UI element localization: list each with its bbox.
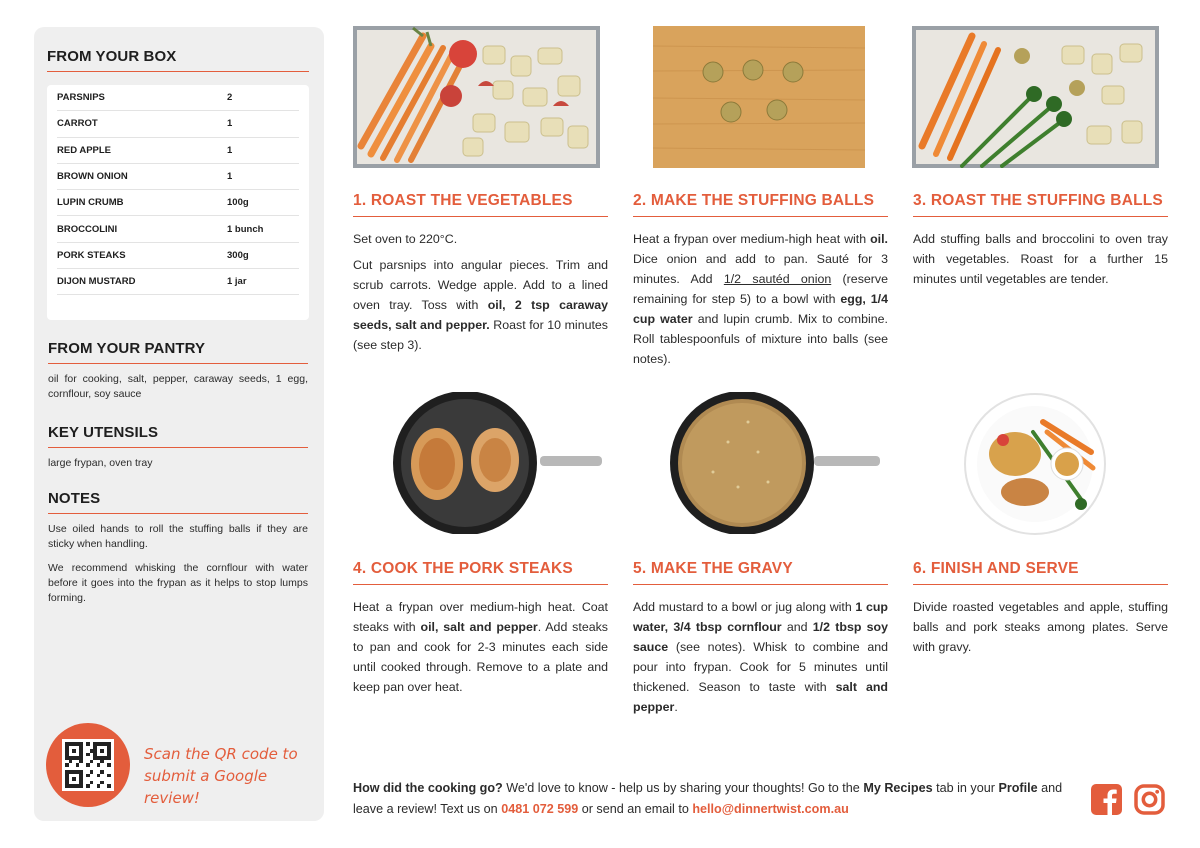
email-link[interactable]: hello@dinnertwist.com.au xyxy=(692,802,849,816)
utensils-title: KEY UTENSILS xyxy=(48,424,308,448)
step-text xyxy=(633,229,888,369)
instagram-icon[interactable] xyxy=(1134,784,1165,815)
step-body xyxy=(353,229,608,355)
step-text-part: . Add steaks to pan and cook for 2-3 minutes each side until cooked through. Remove to a plate and keep pan over heat. xyxy=(353,620,608,694)
footer-text: and leave a review! Text us on xyxy=(353,781,1063,816)
step-title: 2. MAKE THE STUFFING BALLS xyxy=(633,192,888,217)
ingredient-name: LUPIN CRUMB xyxy=(57,197,124,209)
roast-stuffing-balls-photo xyxy=(912,26,1159,168)
footer-text: We'd love to know - help us by sharing your thoughts! Go to the xyxy=(502,781,864,795)
step-text-part: and xyxy=(781,620,813,634)
ingredient-qty: 1 xyxy=(227,144,233,156)
step-text-part: Cut parsnips into angular pieces. Trim and scrub carrots. Wedge apple. Add to a lined oven tray. Toss with xyxy=(353,258,608,312)
footer-text: or send an email to xyxy=(578,802,693,816)
ingredient-name: BROWN ONION xyxy=(57,171,128,183)
step-body xyxy=(353,597,608,697)
step-text-part: Dice onion and add to pan. Sauté for 3 minutes. Add xyxy=(633,252,888,286)
step-text-bold: 1 cup water, 3/4 tbsp cornflour xyxy=(633,600,888,634)
step-body xyxy=(633,229,888,369)
footer-question: How did the cooking go? xyxy=(353,781,503,795)
ingredients-table xyxy=(47,85,309,320)
table-row xyxy=(57,138,299,164)
profile-label: Profile xyxy=(998,781,1038,795)
table-row xyxy=(57,269,299,295)
table-row xyxy=(57,243,299,269)
ingredient-qty: 2 xyxy=(227,92,233,104)
step-text-bold: 1/2 tbsp soy sauce xyxy=(633,620,888,654)
pantry-title: FROM YOUR PANTRY xyxy=(48,340,308,364)
step-text-part: Add mustard to a bowl or jug along with xyxy=(633,600,856,614)
step-text-bold: oil. xyxy=(870,232,888,246)
facebook-icon[interactable] xyxy=(1091,784,1122,815)
plated-meal-photo xyxy=(963,392,1107,536)
from-your-box-title: FROM YOUR BOX xyxy=(47,48,309,72)
sidebar xyxy=(34,27,324,821)
step-text-bold: oil, 2 tsp caraway seeds, salt and pepper. xyxy=(353,298,608,332)
roast-vegetables-photo xyxy=(353,26,600,168)
step-text-bold: egg, 1/4 cup water xyxy=(633,292,889,326)
footer-text: tab in your xyxy=(932,781,999,795)
pork-steaks-photo xyxy=(380,392,602,534)
step-2 xyxy=(633,192,888,369)
table-row xyxy=(57,190,299,216)
phone-link[interactable]: 0481 072 599 xyxy=(501,802,579,816)
step-text-part: and lupin crumb. Mix to combine. Roll tablespoonfuls of mixture into balls (see notes). xyxy=(633,312,888,366)
step-text-part: . xyxy=(674,700,678,714)
ingredient-qty: 1 bunch xyxy=(227,223,264,235)
step-text: Divide roasted vegetables and apple, stuffing balls and pork steaks among plates. Serve with gravy. xyxy=(913,600,1168,654)
step-text xyxy=(353,255,608,355)
ingredient-name: CARROT xyxy=(57,118,98,130)
pantry-section xyxy=(48,340,308,402)
step-text: Set oven to 220°C. xyxy=(353,232,458,246)
footer-review-text xyxy=(353,778,1075,820)
notes-section xyxy=(48,490,308,606)
ingredient-qty: 1 xyxy=(227,118,233,130)
step-text-part: Heat a frypan over medium-high heat. Coat steaks with xyxy=(353,600,608,634)
step-3 xyxy=(913,192,1168,289)
step-body xyxy=(913,597,1168,657)
ingredient-name: DIJON MUSTARD xyxy=(57,276,136,288)
step-title: 6. FINISH AND SERVE xyxy=(913,560,1168,585)
step-text-bold: oil, salt and pepper xyxy=(420,620,538,634)
step-text: Add stuffing balls and broccolini to oven tray with vegetables. Roast for a further 15 minutes until vegetables are tender. xyxy=(913,232,1168,286)
utensils-section xyxy=(48,424,308,471)
stuffing-balls-photo xyxy=(653,26,865,168)
step-5 xyxy=(633,560,888,717)
qr-badge xyxy=(46,723,130,807)
note-item: We recommend whisking the cornflour with water before it goes into the frypan as it helps to stop lumps forming. xyxy=(48,562,308,604)
ingredient-qty: 1 jar xyxy=(227,276,247,288)
table-row-empty xyxy=(57,295,299,321)
step-title: 3. ROAST THE STUFFING BALLS xyxy=(913,192,1168,217)
step-title: 4. COOK THE PORK STEAKS xyxy=(353,560,608,585)
table-row xyxy=(57,111,299,137)
step-text-part: (reserve remaining for step 5) to a bowl with xyxy=(633,272,888,306)
my-recipes-label: My Recipes xyxy=(863,781,933,795)
note-item: Use oiled hands to roll the stuffing balls if they are sticky when handling. xyxy=(48,523,308,550)
step-title: 1. ROAST THE VEGETABLES xyxy=(353,192,608,217)
ingredient-qty: 1 xyxy=(227,171,233,183)
gravy-photo xyxy=(668,392,880,534)
step-body xyxy=(913,229,1168,289)
step-title: 5. MAKE THE GRAVY xyxy=(633,560,888,585)
step-body xyxy=(633,597,888,717)
table-row xyxy=(57,216,299,242)
qr-code-icon[interactable] xyxy=(62,739,114,791)
ingredient-name: PORK STEAKS xyxy=(57,249,126,261)
table-row xyxy=(57,85,299,111)
ingredient-name: PARSNIPS xyxy=(57,92,105,104)
step-text-part: Heat a frypan over medium-high heat with xyxy=(633,232,871,246)
ingredient-qty: 300g xyxy=(227,249,249,261)
from-your-box-section xyxy=(47,48,309,72)
notes-title: NOTES xyxy=(48,490,308,514)
step-text-bold: salt and pepper xyxy=(633,680,888,714)
step-4 xyxy=(353,560,608,697)
step-1 xyxy=(353,192,608,355)
qr-review-block xyxy=(46,723,318,807)
ingredient-name: RED APPLE xyxy=(57,144,112,156)
step-text xyxy=(633,597,888,717)
step-text-underline: 1/2 sautéd onion xyxy=(723,272,832,286)
qr-review-text: Scan the QR code to submit a Google review! xyxy=(144,745,298,807)
ingredient-name: BROCCOLINI xyxy=(57,223,118,235)
step-text xyxy=(353,597,608,697)
step-6 xyxy=(913,560,1168,657)
ingredient-qty: 100g xyxy=(227,197,249,209)
step-text-part: (see notes). Whisk to combine and pour into frypan. Cook for 5 minutes until thickened. Season to taste with xyxy=(633,640,888,694)
pantry-text: oil for cooking, salt, pepper, caraway seeds, 1 egg, cornflour, soy sauce xyxy=(48,373,308,400)
table-row xyxy=(57,164,299,190)
step-text-part: Roast for 10 minutes (see step 3). xyxy=(353,318,608,352)
utensils-text: large frypan, oven tray xyxy=(48,457,153,469)
